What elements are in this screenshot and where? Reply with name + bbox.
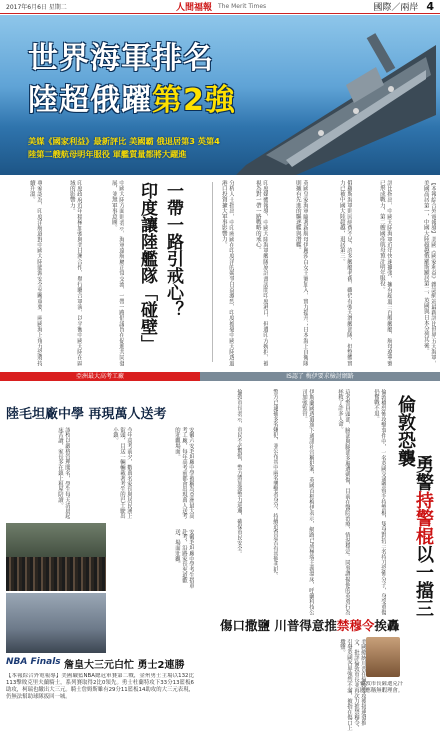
- article-column: 倫敦橋恐怖攻擊事件中，一名英國交通警察手持警棍，隻身對抗三名持刀恐怖分子，身受重傷仍奮戰不退。: [373, 389, 386, 615]
- mayor-photo: [366, 637, 400, 677]
- article-column: 【本報綜合外電報導】美國《國家利益》雜誌網站最新評比世界五大海軍，美國高居第一，中國大陸超越俄羅斯躍居第二，英國與日本分列其後。: [422, 180, 436, 366]
- gaokao-headline: 陸毛坦廠中學 再現萬人送考: [6, 407, 167, 422]
- article-column: 警方已逮捕多名嫌犯，並公布其中兩名襲擊者身分，持續追查是否有其他共犯。: [272, 389, 278, 578]
- london-headline: [395, 395, 436, 735]
- london-headline-1: 倫敦恐襲: [395, 395, 416, 467]
- london-headline-2-suffix: 以一擋三: [413, 545, 434, 617]
- page-number: 4: [426, 0, 434, 13]
- nba-headline: 詹皇大三元白忙 勇士2連勝: [64, 660, 185, 671]
- basketball-photo: [6, 593, 106, 653]
- aircraft-carrier-illustration: [226, 15, 436, 175]
- trump-body: 美國總統川普在倫敦恐攻後接連發推文，批評倫敦市長並再次力推禁穆令，引發英國各界強烈不滿，被指在傷口上撒鹽。: [339, 639, 366, 731]
- band-right-label: IS認了 梅伊要求檢討網路: [200, 372, 440, 381]
- crowd-photo: [6, 523, 106, 591]
- india-headline-1: 一帶一路引戒心？: [163, 182, 183, 318]
- india-headline: [128, 182, 188, 352]
- upper-story: [0, 176, 440, 372]
- trump-headline: [220, 616, 399, 634]
- hero-title-line1: 世界海軍排名: [28, 41, 214, 76]
- london-headline-highlight: 持警棍: [413, 491, 434, 545]
- article-column: 安徽六安毛坦廠中學被稱為亞洲最大高考工廠，每年高考前都會出現萬人送考的壯觀場面。: [174, 427, 194, 519]
- trump-headline-prefix: 傷口撒鹽 川普得意推: [220, 618, 337, 633]
- page-header: [0, 0, 440, 14]
- crowd-figures: [6, 557, 106, 591]
- article-column: 今年高考前夕，數萬名家長與居民湧上街頭，目送一輛輛載著考生的巴士駛出小鎮。: [112, 427, 132, 519]
- london-article: [206, 389, 386, 617]
- india-headline-2: 印度讓陸艦隊「碰壁」: [137, 182, 157, 352]
- article-column: 英國皇家海軍隨著新航母伊麗莎白女王號加入，實力提升；日本海上自衛隊則擁有先進的驅逐艦與潛艦。: [294, 180, 308, 366]
- article-column: 伊斯蘭國透過旗下通訊社宣稱犯案，英國首相梅伊表示，網路已成極端主義溫床，呼籲科技公司加強監管。: [301, 389, 314, 615]
- issue-date: 2017年6月6日 星期二: [6, 4, 67, 11]
- photo-caption: 安徽毛坦廠中學考生搭車赴考，沿路家長夾道歡送，場面壯觀。: [174, 529, 194, 589]
- section-name: 國際／兩岸: [373, 3, 419, 13]
- hero-title-line2-prefix: 陸超俄躍: [28, 83, 152, 118]
- trump-headline-highlight: 禁穆令: [336, 618, 375, 633]
- london-story: [200, 381, 440, 735]
- newspaper-logo: 人間福報: [176, 3, 213, 13]
- gaokao-story: [0, 381, 200, 735]
- newspaper-logo-en: The Merit Times: [218, 3, 267, 10]
- hero-title-highlight: 第2強: [152, 83, 236, 118]
- article-column: 印度政府近年積極加強與美日澳合作，舉行聯合軍演，以平衡中國大陸在區域的影響力。: [68, 180, 82, 366]
- article-column: 倫敦市長表示，市民不必驚慌，警方將加派警力巡邏，確保市民安全。: [236, 389, 242, 557]
- band-left-label: 亞洲最大高考工廠: [0, 372, 200, 381]
- article-column: 印度媒體報導，中國大陸海軍艦隊原計畫訪問印度港口，但遭印方婉拒，被視為對一帶一路戰略的戒心。: [254, 180, 268, 366]
- article-column: 評比指出，中國大陸海軍近年快速擴張，擁有超過三百艘艦艇，航母遼寧號已形成戰力，第二艘國產航母預計明年服役。: [378, 180, 392, 366]
- london-headline-2-prefix: 勇警: [413, 455, 434, 491]
- trump-body-2: 倫敦市長薩迪克汗回應稱無暇理會。: [360, 681, 404, 694]
- hero-title-line2: [28, 75, 236, 119]
- london-headline-2: [410, 455, 436, 617]
- hero-subtitle-1: 美媒《國家利益》最新評比 美國霸 俄退居第3 英第4: [28, 136, 220, 146]
- article-column: 俄羅斯海軍則因經費不足，許多艦艇老舊，雖仍有強大潛艦部隊，但整體實力已被中國大陸超越，退居第三。: [338, 180, 352, 366]
- trump-headline-suffix: 挨轟: [374, 618, 400, 633]
- article-column: 該校以嚴格管理聞名，學生每天清晨起床苦讀，家長多在鎮上租屋陪讀。: [57, 427, 70, 519]
- hero-banner: [0, 15, 440, 175]
- article-column: 中國大陸方面則表示，海軍遠航屬正常交流，一帶一路倡議旨在促進共同發展，並無軍事意圖。: [110, 180, 124, 366]
- article-column: 這名警員頭部、臉部與腿部多處遭刺傷，目前在醫院治療，情況穩定。同事讚揚他的英勇行為拯救了許多人命。: [337, 389, 350, 615]
- nba-finals-logo: NBA Finals: [6, 657, 61, 667]
- article-column: 分析人士指出，中印兩國在印度洋的競爭日益激烈，印度擔憂中國大陸透過港口投資擴大軍事影響力。: [220, 180, 234, 366]
- nba-body: 【本報綜合外電報導】美國職籃NBA總冠軍賽第二戰，金州勇士主場以132比113擊敗克里夫蘭騎士，系列賽取得2比0領先。勇士杜蘭特攻下33分13籃板6助攻，柯瑞也繳出大三元。騎士詹姆斯雖有29分11籃板14助攻的大三元表現，仍無法幫助球隊扳回一城。: [6, 673, 194, 700]
- article-column: 專家認為，印度洋航道對中國大陸能源安全至關重要，兩國海上角力恐將持續升溫。: [28, 180, 42, 366]
- hero-subtitle-2: 陸第二艘航母明年服役 軍艦質量都將大躍進: [28, 149, 187, 159]
- section-band: [0, 372, 440, 381]
